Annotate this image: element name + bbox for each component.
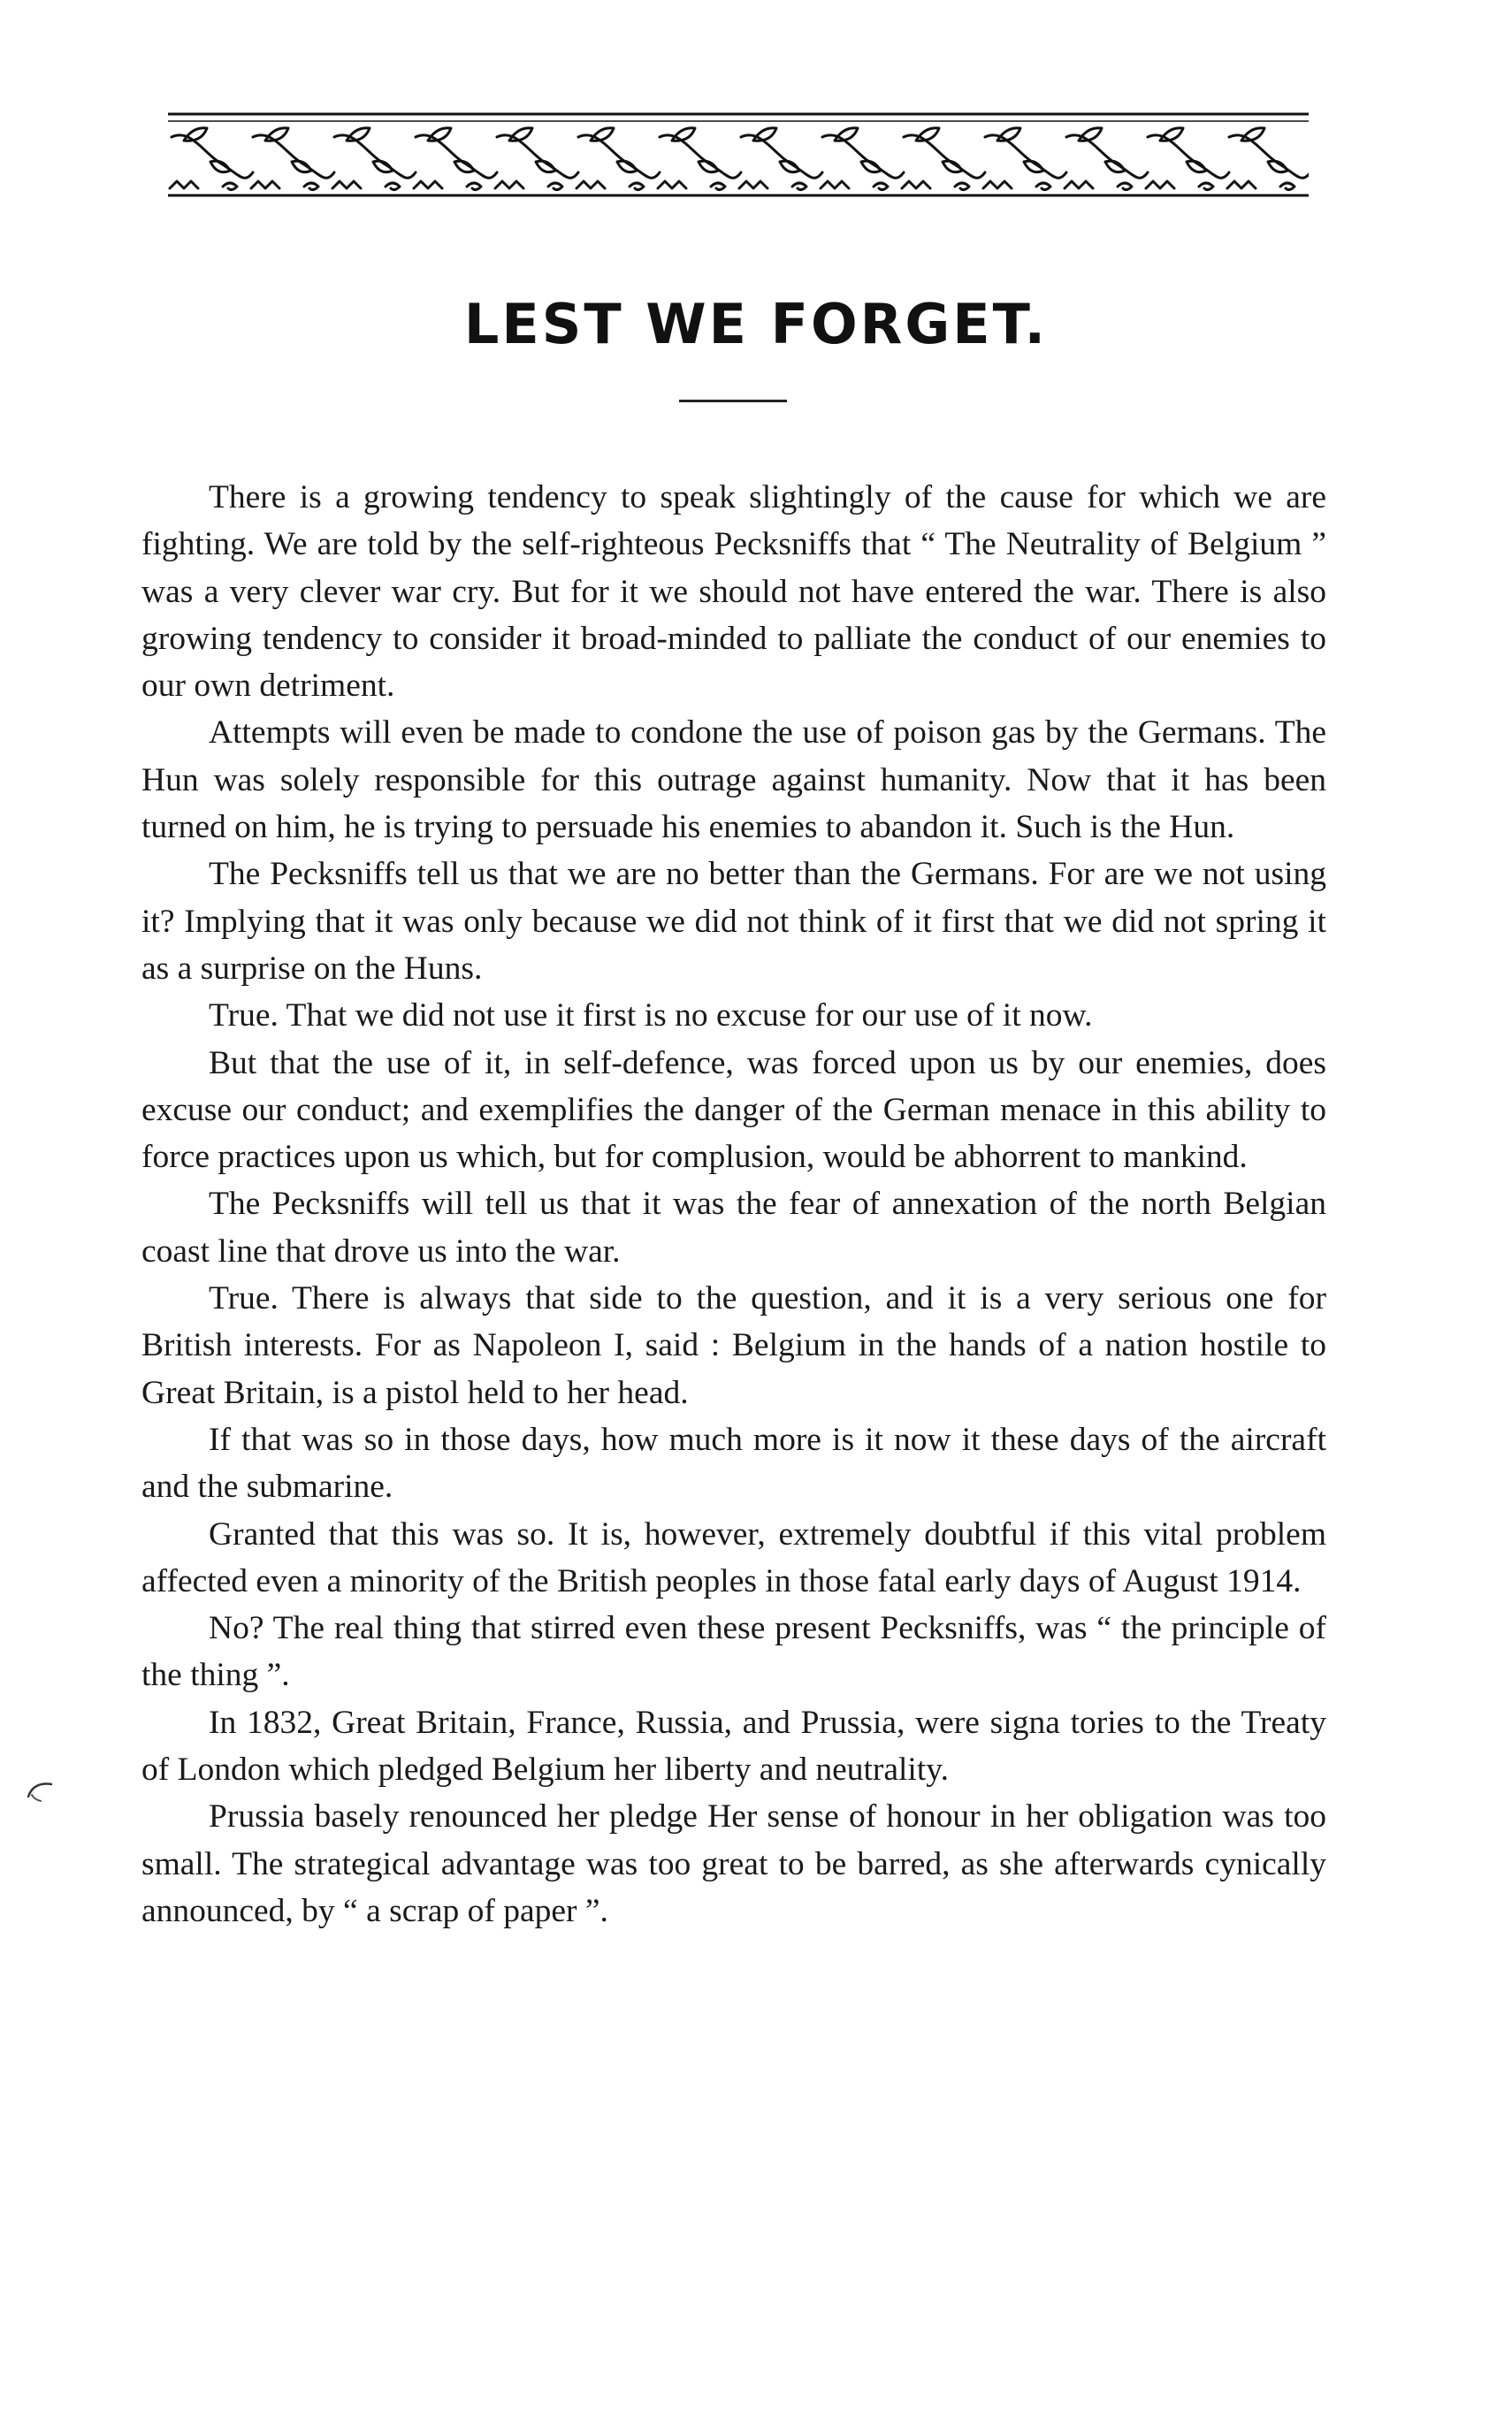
paragraph: Prussia basely renounced her pledge Her sense of honour in her obligation was too small. The strategical advantage was too great to be barred, as she afterwards cynically announced, by “ a scrap of paper ”. <box>141 1798 1326 1929</box>
paragraph: Granted that this was so. It is, however, extremely doubtful if this vital problem affected even a minority of the British peoples in those fatal early days of August 1914. <box>141 1515 1326 1599</box>
paragraph: True. That we did not use it first is no excuse for our use of it now. <box>209 997 1093 1034</box>
paragraph: There is a growing tendency to speak slightingly of the cause for which we are fighting. We are told by the self-righteous Pecksniffs that “ The Neutrality of Belgium ” was a very clever war cry. But for it we should not have entered the war. There is also growing tendency to consider it broad-minded to palliate the conduct of our enemies to our own detriment. <box>141 479 1326 705</box>
paragraph: The Pecksniffs will tell us that it was the fear of annexation of the north Belgian coast line that drove us into the war. <box>141 1186 1326 1270</box>
paragraph: Attempts will even be made to condone the use of poison gas by the Germans. The Hun was solely responsible for this outrage against humanity. Now that it has been turned on him, he is trying to persuade his enemies to abandon it. Such is the Hun. <box>141 714 1326 846</box>
paragraph: In 1832, Great Britain, France, Russia, and Prussia, were signa tories to the Treaty of London which pledged Belgium her liberty and neutrality. <box>141 1704 1326 1789</box>
paragraph: No? The real thing that stirred even these present Pecksniffs, was “ the principle of the thing ”. <box>141 1610 1326 1694</box>
paragraph: True. There is always that side to the question, and it is a very serious one for British interests. For as Napoleon I, said : Belgium in the hands of a nation hostile to Great Britain, is a pistol held to her head. <box>141 1280 1326 1411</box>
paragraph: If that was so in those days, how much more is it now it these days of the aircraft and the submarine. <box>141 1421 1326 1506</box>
paragraph: The Pecksniffs tell us that we are no better than the Germans. For are we not using it? Implying that it was only because we did not think of it first that we did not spring it as a surprise on the Huns. <box>141 856 1326 987</box>
page-title: LEST WE FORGET. <box>463 292 1049 356</box>
margin-pencil-mark <box>25 1777 55 1804</box>
title-underline <box>679 400 787 402</box>
article-body <box>141 474 1326 1935</box>
paragraph: But that the use of it, in self-defence, was forced upon us by our enemies, does excuse our conduct; and exemplifies the danger of the German menace in this ability to force practices upon us which, but for complusion, would be abhorrent to mankind. <box>141 1044 1326 1176</box>
decorative-leaf-border <box>168 111 1309 199</box>
